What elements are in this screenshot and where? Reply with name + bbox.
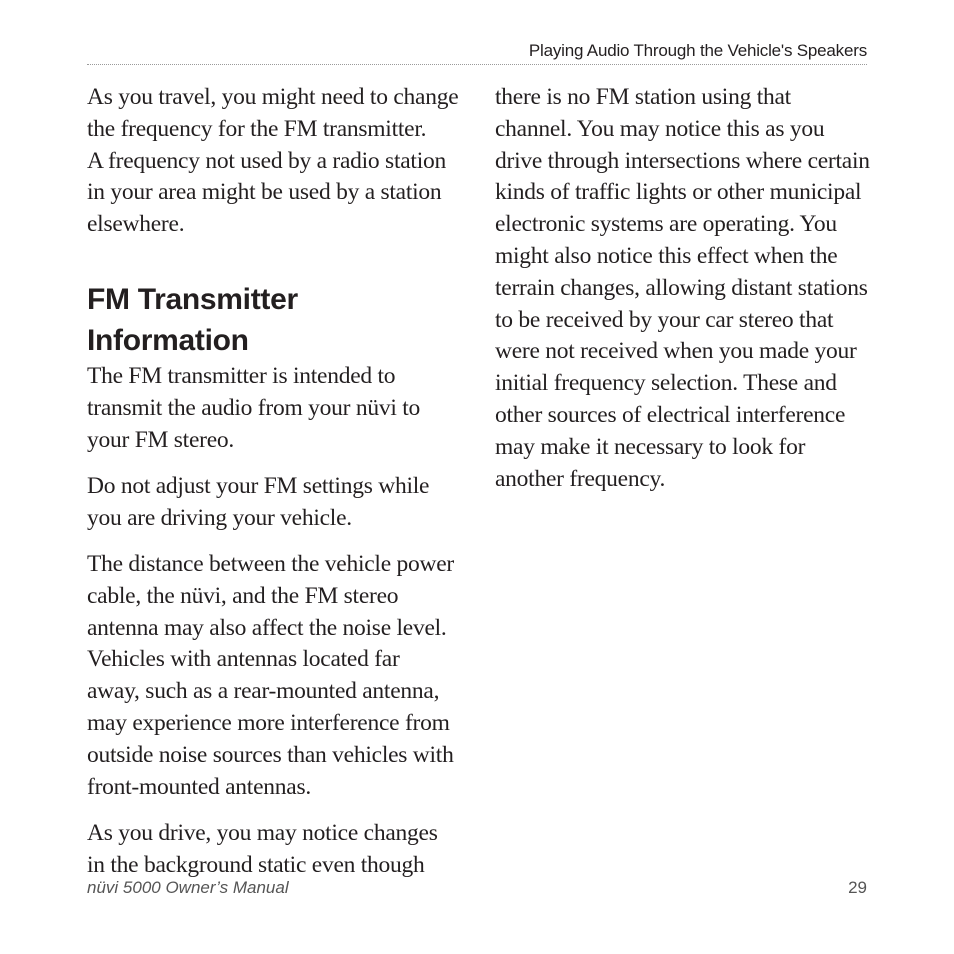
text-line: channel. You may notice this as you <box>495 115 825 142</box>
text-line: outside noise sources than vehicles with <box>87 741 454 768</box>
text-line: antenna may also affect the noise level. <box>87 614 447 641</box>
text-line: kinds of traffic lights or other municipal <box>495 179 862 206</box>
text-line: were not received when you made your <box>495 338 857 365</box>
footer-manual-title: nüvi 5000 Owner’s Manual <box>87 878 289 897</box>
text-line: elsewhere. <box>87 211 185 238</box>
text-line: might also notice this effect when the <box>495 242 838 269</box>
running-header: Playing Audio Through the Vehicle's Speakers <box>528 41 867 60</box>
header-divider <box>87 64 867 65</box>
paragraph-transmitter-purpose <box>87 361 457 456</box>
text-line: Vehicles with antennas located far <box>87 646 400 673</box>
text-line: to be received by your car stereo that <box>495 306 834 333</box>
text-line: As you travel, you might need to change <box>87 84 459 110</box>
text-line: you are driving your vehicle. <box>87 504 352 531</box>
text-line: the frequency for the FM transmitter. <box>87 115 427 142</box>
text-line: The distance between the vehicle power <box>87 550 454 577</box>
text-line: in the background static even though <box>87 851 425 878</box>
text-line: your FM stereo. <box>87 426 235 453</box>
left-column <box>87 82 457 896</box>
text-line: Do not adjust your FM settings while <box>87 472 430 499</box>
text-line: As you drive, you may notice changes <box>87 819 438 846</box>
text-line: there is no FM station using that <box>495 84 791 110</box>
text-line: A frequency not used by a radio station <box>87 147 446 174</box>
text-line: electronic systems are operating. You <box>495 211 837 238</box>
text-line: other sources of electrical interference <box>495 401 846 428</box>
text-line: transmit the audio from your nüvi to <box>87 394 421 421</box>
paragraph-continued <box>495 82 870 495</box>
text-line: The FM transmitter is intended to <box>87 362 396 389</box>
text-line: away, such as a rear-mounted antenna, <box>87 678 440 705</box>
paragraph-driving-warning <box>87 471 457 535</box>
text-line: another frequency. <box>495 465 666 492</box>
paragraph-noise-distance <box>87 549 457 803</box>
text-line: front-mounted antennas. <box>87 773 311 800</box>
heading-line: Information <box>87 323 249 357</box>
right-column <box>495 82 870 510</box>
text-line: terrain changes, allowing distant stations <box>495 274 868 301</box>
section-heading <box>87 279 457 361</box>
text-line: cable, the nüvi, and the FM stereo <box>87 582 399 609</box>
text-line: initial frequency selection. These and <box>495 370 837 397</box>
text-line: drive through intersections where certain <box>495 147 870 174</box>
page-number: 29 <box>848 878 867 897</box>
text-line: in your area might be used by a station <box>87 179 442 206</box>
text-line: may make it necessary to look for <box>495 433 806 460</box>
heading-line: FM Transmitter <box>87 282 298 316</box>
intro-paragraph <box>87 82 457 241</box>
paragraph-static-changes <box>87 818 457 882</box>
text-line: may experience more interference from <box>87 709 450 736</box>
